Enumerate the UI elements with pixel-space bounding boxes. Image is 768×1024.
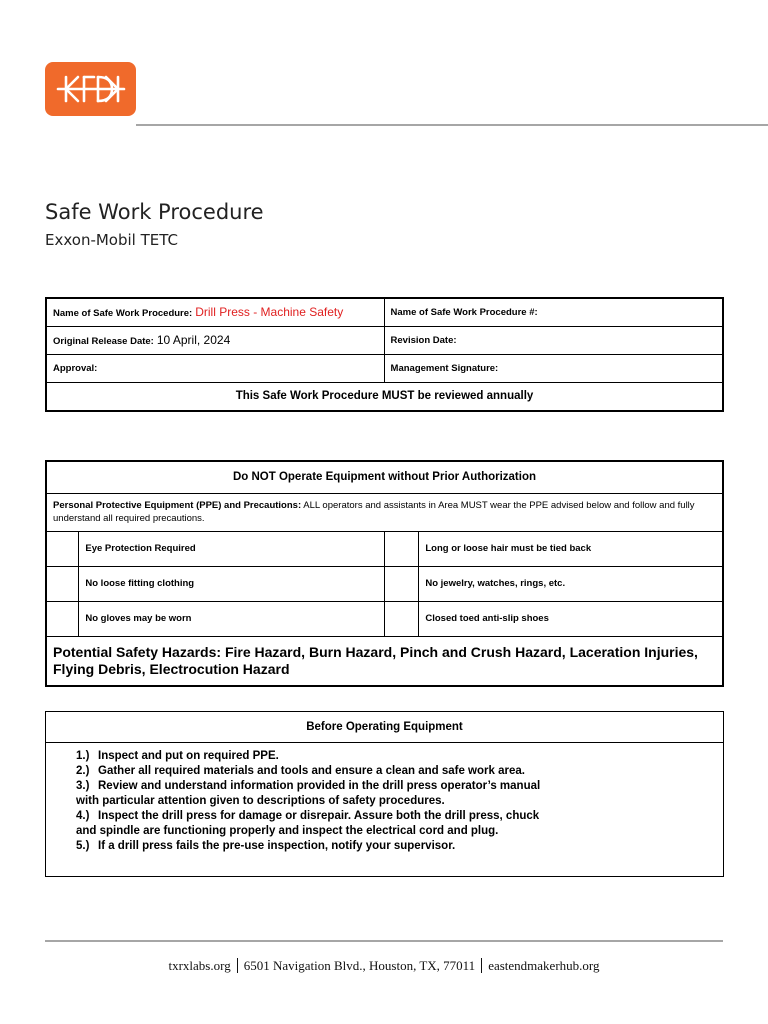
ppe-item: Eye Protection Required — [79, 531, 385, 566]
step-text: Review and understand information provided in the drill press operator’s manual — [98, 780, 541, 792]
step-number: 2.) — [76, 765, 90, 777]
step-item — [76, 809, 723, 824]
ppe-label: Personal Protective Equipment (PPE) and Precautions: — [53, 500, 302, 511]
signature-cell — [384, 354, 723, 382]
step-item — [76, 764, 723, 779]
kfdt-logo — [45, 62, 136, 116]
procedure-name-cell — [46, 298, 384, 326]
step-number: 3.) — [76, 780, 90, 792]
safety-hazards: Potential Safety Hazards: Fire Hazard, Burn Hazard, Pinch and Crush Hazard, Laceration Injuries, Flying Debris, Electrocution Hazard — [46, 636, 723, 686]
ppe-item: No gloves may be worn — [79, 601, 385, 636]
before-operating-table — [45, 711, 724, 877]
signature-label: Management Signature: — [390, 362, 499, 374]
procedure-number-label: Name of Safe Work Procedure #: — [390, 306, 538, 318]
footer-separator — [237, 958, 238, 973]
step-text: Inspect the drill press for damage or disrepair. Assure both the drill press, chuck — [98, 810, 540, 822]
steps-cell — [46, 743, 724, 877]
step-item — [76, 779, 723, 794]
ppe-instructions — [46, 493, 723, 531]
footer-site-txrx[interactable]: txrxlabs.org — [168, 958, 231, 973]
ppe-item: No jewelry, watches, rings, etc. — [419, 566, 723, 601]
ppe-item: No loose fitting clothing — [79, 566, 385, 601]
ppe-text: ALL operators and assistants in Area MUST wear the PPE advised below and follow and fully understand all required precautions. — [53, 500, 695, 524]
approval-cell — [46, 354, 384, 382]
step-text: If a drill press fails the pre-use inspection, notify your supervisor. — [98, 840, 456, 852]
ppe-checkbox[interactable] — [385, 566, 419, 601]
footer — [0, 958, 768, 974]
step-continuation: and spindle are functioning properly and inspect the electrical cord and plug. — [76, 825, 499, 837]
release-date-cell — [46, 326, 384, 354]
footer-separator — [481, 958, 482, 973]
ppe-item: Closed toed anti-slip shoes — [419, 601, 723, 636]
ppe-checkbox[interactable] — [46, 566, 79, 601]
footer-site-eastend[interactable]: eastendmakerhub.org — [488, 958, 600, 973]
ppe-item: Long or loose hair must be tied back — [419, 531, 723, 566]
procedure-number-cell — [384, 298, 723, 326]
step-continuation: with particular attention given to descriptions of safety procedures. — [76, 795, 445, 807]
release-date-label: Original Release Date: — [53, 336, 154, 347]
approval-label: Approval: — [53, 362, 98, 374]
ppe-checkbox[interactable] — [385, 531, 419, 566]
procedure-name-value: Drill Press - Machine Safety — [195, 305, 344, 320]
procedure-name-label: Name of Safe Work Procedure: — [53, 308, 193, 320]
header-rule — [136, 124, 768, 126]
authorization-heading: Do NOT Operate Equipment without Prior Authorization — [46, 461, 723, 493]
ppe-table — [45, 460, 724, 687]
step-item — [76, 749, 723, 764]
ppe-checkbox[interactable] — [46, 531, 79, 566]
step-number: 4.) — [76, 810, 90, 822]
procedure-info-table — [45, 297, 724, 412]
footer-rule — [45, 940, 723, 942]
step-item — [76, 839, 723, 854]
page-title: Safe Work Procedure — [45, 200, 264, 224]
logo-mark-icon — [56, 74, 126, 104]
release-date-value: 10 April, 2024 — [156, 333, 231, 347]
step-number: 1.) — [76, 750, 90, 762]
revision-date-cell — [384, 326, 723, 354]
footer-address: 6501 Navigation Blvd., Houston, TX, 77011 — [243, 958, 476, 973]
ppe-checkbox[interactable] — [46, 601, 79, 636]
revision-date-label: Revision Date: — [390, 334, 457, 346]
review-note: This Safe Work Procedure MUST be reviewed annually — [46, 382, 723, 411]
ppe-checkbox[interactable] — [385, 601, 419, 636]
step-text: Gather all required materials and tools and ensure a clean and safe work area. — [98, 765, 525, 777]
before-operating-heading: Before Operating Equipment — [46, 712, 724, 743]
page-subtitle: Exxon-Mobil TETC — [45, 231, 179, 249]
step-text: Inspect and put on required PPE. — [98, 750, 279, 762]
step-number: 5.) — [76, 840, 90, 852]
